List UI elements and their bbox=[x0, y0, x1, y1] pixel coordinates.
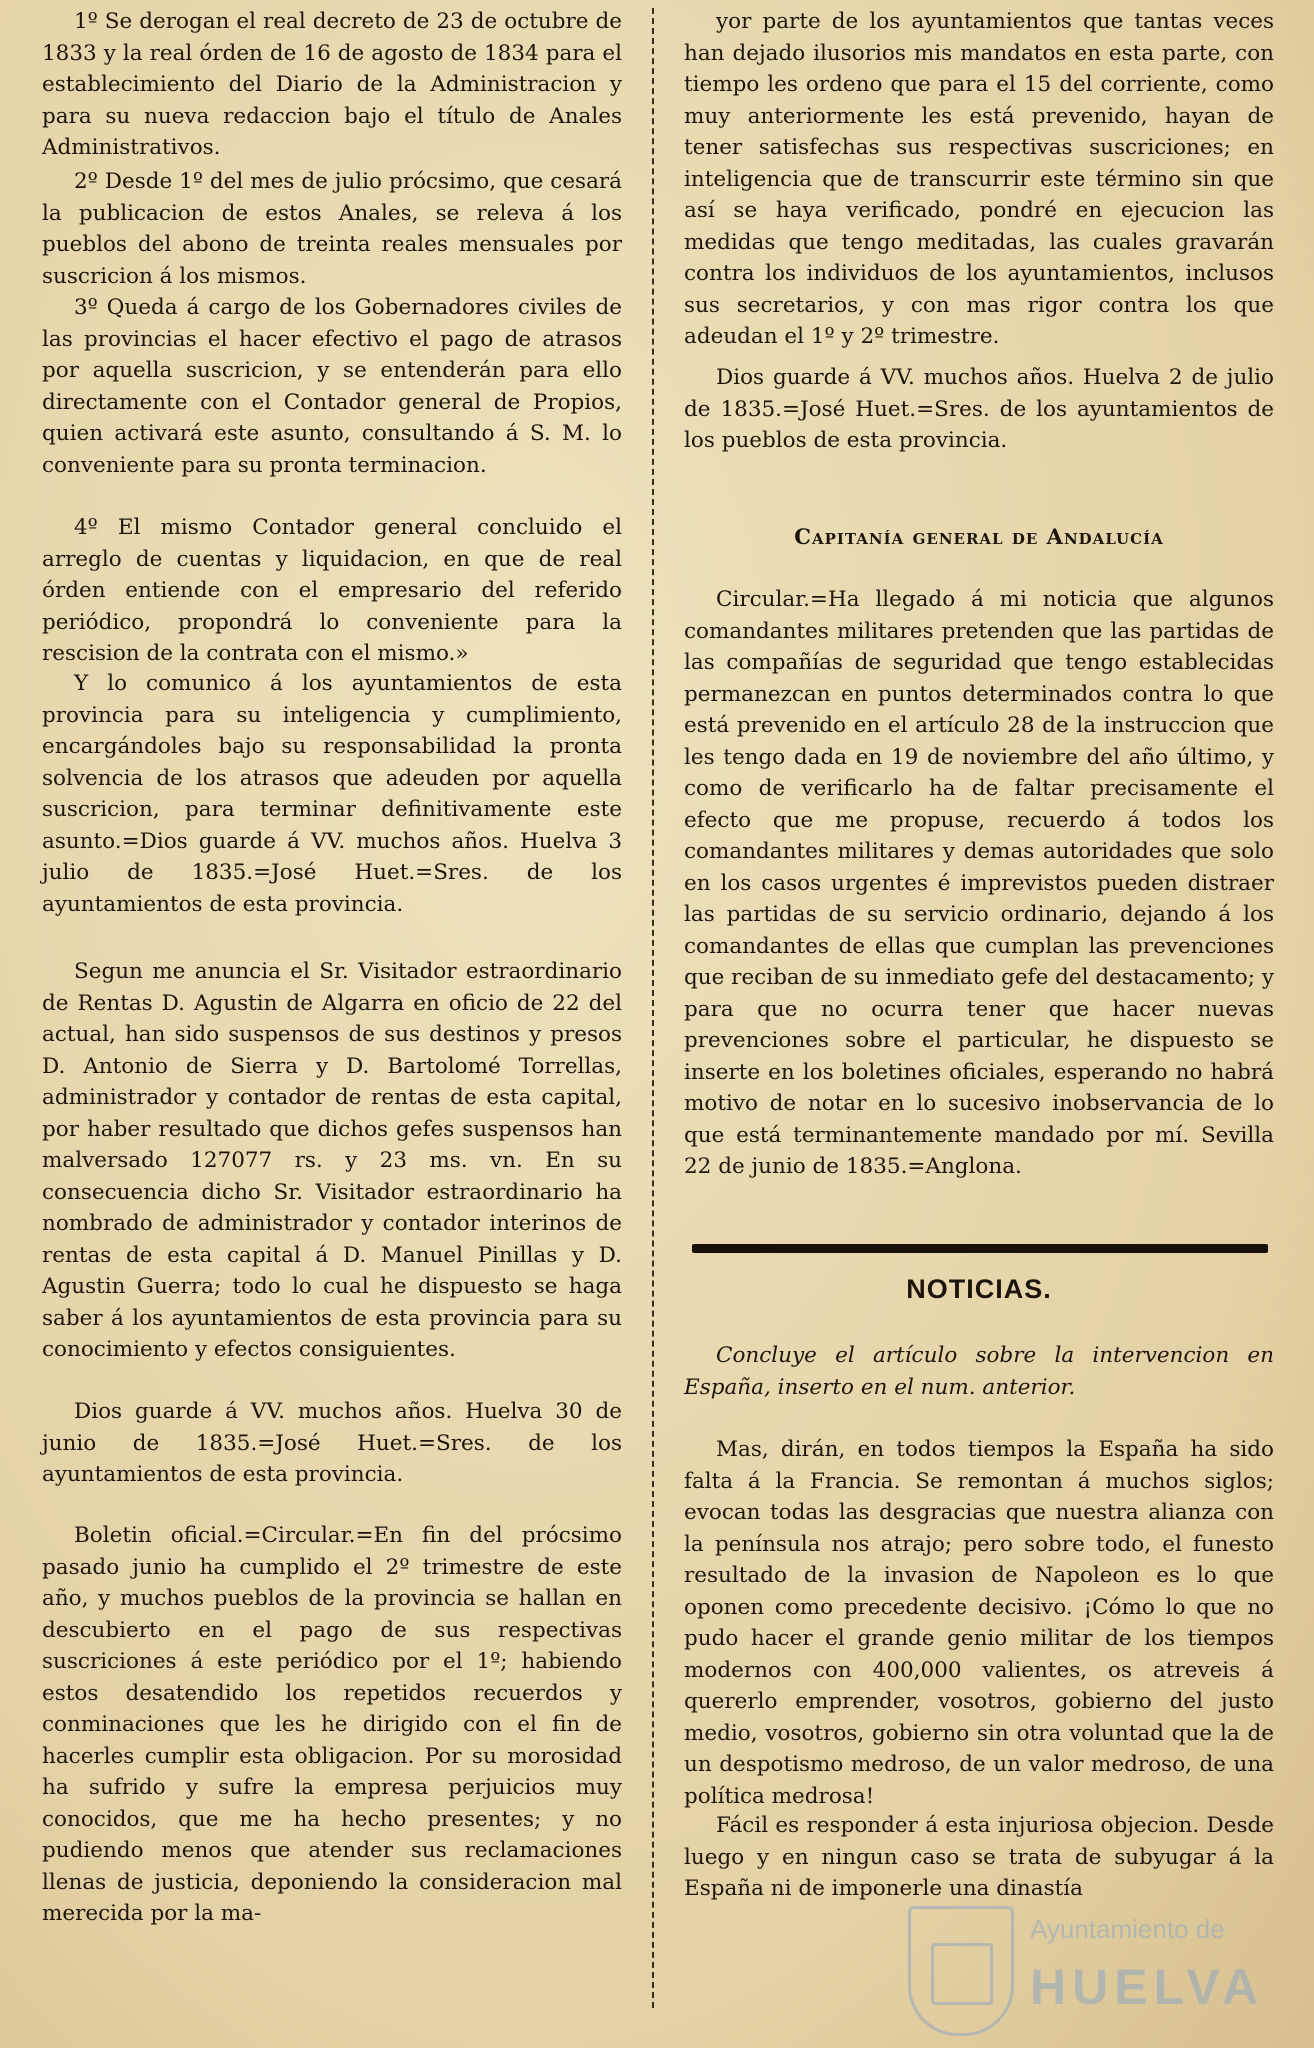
section-heading: Capitanía general de Andalucía bbox=[794, 524, 1164, 549]
article-paragraph: 2º Desde 1º del mes de julio prócsimo, que cesará la publicacion de estos Anales, se releva á los pueblos del abono de treinta reales mensuales por suscricion á los mismos. bbox=[42, 169, 622, 289]
shield-icon bbox=[908, 1906, 1014, 2036]
section-heading: NOTICIAS. bbox=[906, 1274, 1052, 1304]
article-paragraph: Dios guarde á VV. muchos años. Huelva 2 de julio de 1835.=José Huet.=Sres. de los ayuntamientos de los pueblos de esta provincia. bbox=[684, 365, 1274, 453]
watermark-line1: Ayuntamiento de bbox=[1030, 1914, 1225, 1944]
article-paragraph: Fácil es responder á esta injuriosa objecion. Desde luego y en ningun caso se trata de subyugar á la España ni de imponerle una dinastía bbox=[684, 1813, 1274, 1901]
article-subtitle: Concluye el artículo sobre la intervencion en España, inserto en el num. anterior. bbox=[684, 1343, 1274, 1400]
article-paragraph: 1º Se derogan el real decreto de 23 de octubre de 1833 y la real órden de 16 de agosto de 1834 para el establecimiento del Diario de la Administracion y para su nueva redaccion bajo el título de Anales Administrativos. bbox=[42, 9, 622, 160]
article-paragraph: Y lo comunico á los ayuntamientos de esta provincia para su inteligencia y cumplimiento, encargándoles bajo su responsabilidad la pronta solvencia de los atrasos que adeuden por aquella suscricion, para terminar definitivamente este asunto.=Dios guarde á VV. muchos años. Huelva 3 julio de 1835.=José Huet.=Sres. de los ayuntamientos de esta provincia. bbox=[42, 671, 622, 917]
column-divider bbox=[652, 8, 654, 2008]
article-paragraph: Circular.=Ha llegado á mi noticia que algunos comandantes militares pretenden que las partidas de las compañías de seguridad que tengo establecidas permanezcan en puntos determinados contra lo que está prevenido en el artículo 28 de la instruccion que les tengo dada en 19 de noviembre del año último, y como de verificarlo ha de faltar precisamente el efecto que me propuse, recuerdo á todos los comandantes militares y demas autoridades que solo en los casos urgentes é imprevistos pueden distraer las partidas de su servicio ordinario, dejando á los comandantes de ellas que cumplan las prevenciones que reciban de su inmediato gefe del destacamento; y para que no ocurra tener que hacer nuevas prevenciones sobre el particular, he dispuesto se inserte en los boletines oficiales, esperando no habrá motivo de notar en lo sucesivo inobservancia de lo que está terminantemente mandado por mí. Sevilla 22 de junio de 1835.=Anglona. bbox=[684, 587, 1274, 1179]
watermark-logo bbox=[900, 1900, 1300, 2040]
article-paragraph: Segun me anuncia el Sr. Visitador estraordinario de Rentas D. Agustin de Algarra en oficio de 22 del actual, han sido suspensos de sus destinos y presos D. Antonio de Sierra y D. Bartolomé Torrellas, administrador y contador de rentas de esta capital, por haber resultado que dichos gefes suspensos han malversado 127077 rs. y 23 ms. vn. En su consecuencia dicho Sr. Visitador estraordinario ha nombrado de administrador y contador interinos de rentas de esta capital á D. Manuel Pinillas y D. Agustin Guerra; todo lo cual he dispuesto se haga saber á los ayuntamientos de esta provincia para su conocimiento y efectos consiguientes. bbox=[42, 959, 622, 1362]
watermark-line2: HUELVA bbox=[1030, 1959, 1265, 2015]
article-paragraph: yor parte de los ayuntamientos que tantas veces han dejado ilusorios mis mandatos en esta parte, con tiempo les ordeno que para el 15 del corriente, como muy anteriormente les está prevenido, hayan de tener satisfechas sus respectivas suscriciones; en inteligencia que de transcurrir este término sin que así se haya verificado, pondré en ejecucion las medidas que tengo meditadas, las cuales gravarán contra los individuos de los ayuntamientos, inclusos sus secretarios, y con mas rigor contra los que adeudan el 1º y 2º trimestre. bbox=[684, 9, 1274, 349]
article-paragraph: 4º El mismo Contador general concluido el arreglo de cuentas y liquidacion, en que de real órden entiende con el empresario del referido periódico, propondrá lo conveniente para la rescision de la contrata con el mismo.» bbox=[42, 515, 622, 666]
section-rule bbox=[692, 1244, 1268, 1253]
article-paragraph: Boletin oficial.=Circular.=En fin del prócsimo pasado junio ha cumplido el 2º trimestre de este año, y muchos pueblos de la provincia se hallan en descubierto en el pago de sus respectivas suscriciones á este periódico por el 1º; habiendo estos desatendido los repetidos recuerdos y conminaciones que les he dirigido con el fin de hacerles cumplir esta obligacion. Por su morosidad ha sufrido y sufre la empresa perjuicios muy conocidos, que me ha hecho presentes; y no pudiendo menos que atender sus reclamaciones llenas de justicia, deponiendo la consideracion mal merecida por la ma- bbox=[42, 1523, 622, 1926]
article-paragraph: Mas, dirán, en todos tiempos la España ha sido falta á la Francia. Se remontan á muchos siglos; evocan todas las desgracias que nuestra alianza con la península nos atrajo; pero sobre todo, el funesto resultado de la invasion de Napoleon es lo que oponen como precedente decisivo. ¡Cómo lo que no pudo hacer el grande genio militar de los tiempos modernos con 400,000 valientes, os atreveis á quererlo emprender, vosotros, gobierno del justo medio, vosotros, gobierno sin otra voluntad que la de un despotismo medroso, de un valor medroso, de una política medrosa! bbox=[684, 1437, 1274, 1809]
article-paragraph: Dios guarde á VV. muchos años. Huelva 30 de junio de 1835.=José Huet.=Sres. de los ayuntamientos de esta provincia. bbox=[42, 1399, 622, 1487]
article-paragraph: 3º Queda á cargo de los Gobernadores civiles de las provincias el hacer efectivo el pago de atrasos por aquella suscricion, y se entenderán para ello directamente con el Contador general de Propios, quien activará este asunto, consultando á S. M. lo conveniente para su pronta terminacion. bbox=[42, 295, 622, 478]
